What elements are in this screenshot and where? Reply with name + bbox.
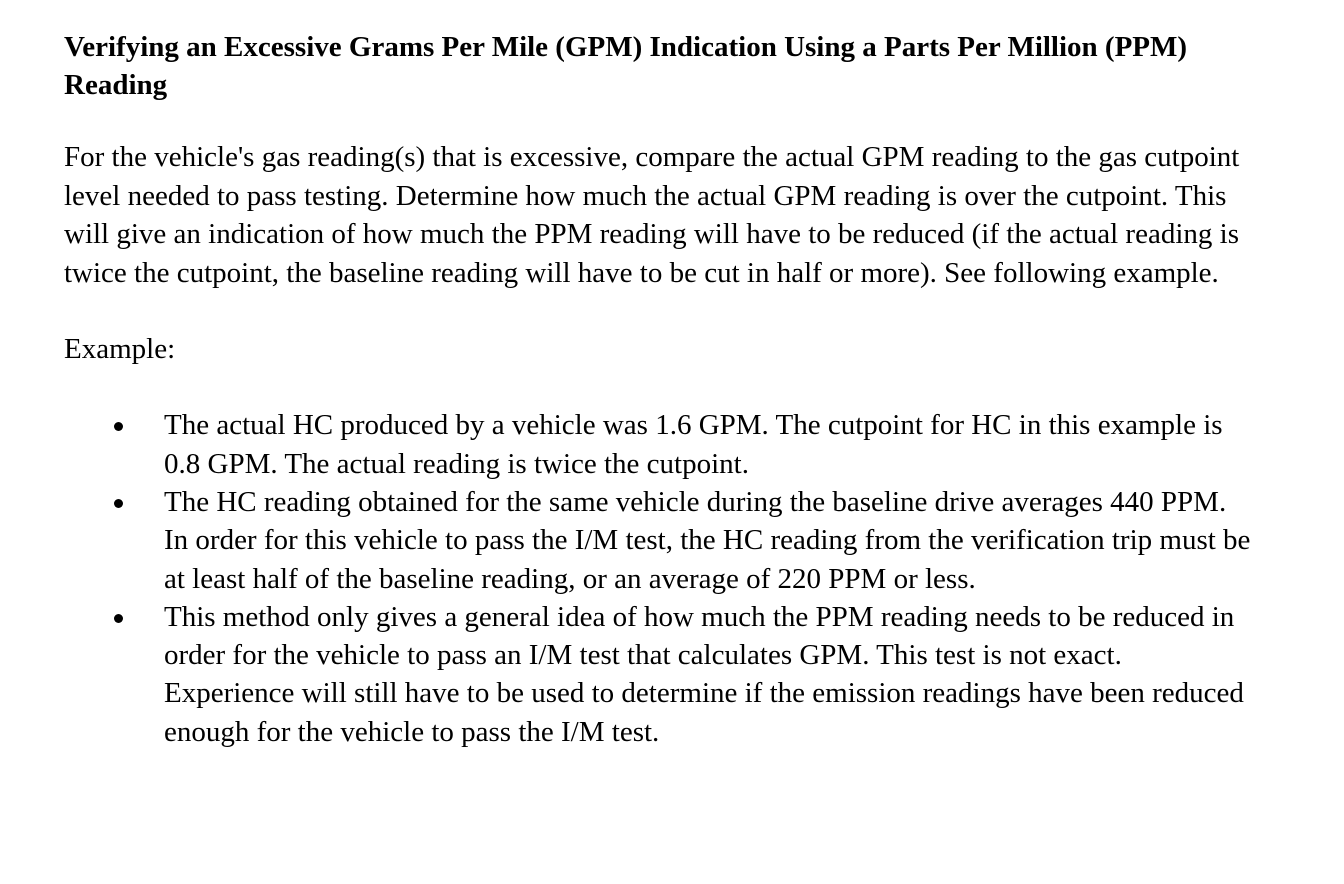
list-item-text: This method only gives a general idea of how much the PPM reading needs to be reduced in order for the vehicle to pass an I/M test that calculates GPM. This test is not exact. Experience will still have to be used to determine if the emission readings have been reduced enough for the vehicle to pass the I/M test. <box>164 600 1244 748</box>
bullet-icon <box>114 614 123 623</box>
bullet-icon <box>114 499 123 508</box>
example-label: Example: <box>64 333 176 366</box>
list-item <box>64 598 1254 751</box>
list-item <box>64 406 1254 483</box>
intro-paragraph: For the vehicle's gas reading(s) that is excessive, compare the actual GPM reading to the gas cutpoint level needed to pass testing. Determine how much the actual GPM reading is over the cutpoint. This will give an indication of how much the PPM reading will have to be reduced (if the actual reading is twice the cutpoint, the baseline reading will have to be cut in half or more). See following example. <box>64 141 1240 289</box>
document-title: Verifying an Excessive Grams Per Mile (GPM) Indication Using a Parts Per Million (PPM) Reading <box>64 31 1188 101</box>
list-item-text: The actual HC produced by a vehicle was 1.6 GPM. The cutpoint for HC in this example is 0.8 GPM. The actual reading is twice the cutpoint. <box>164 409 1223 480</box>
list-item <box>64 483 1254 598</box>
list-item-text: The HC reading obtained for the same vehicle during the baseline drive averages 440 PPM. In order for this vehicle to pass the I/M test, the HC reading from the verification trip must be at least half of the baseline reading, or an average of 220 PPM or less. <box>164 485 1251 595</box>
bullet-icon <box>114 422 123 431</box>
example-bullet-list <box>64 406 1284 751</box>
